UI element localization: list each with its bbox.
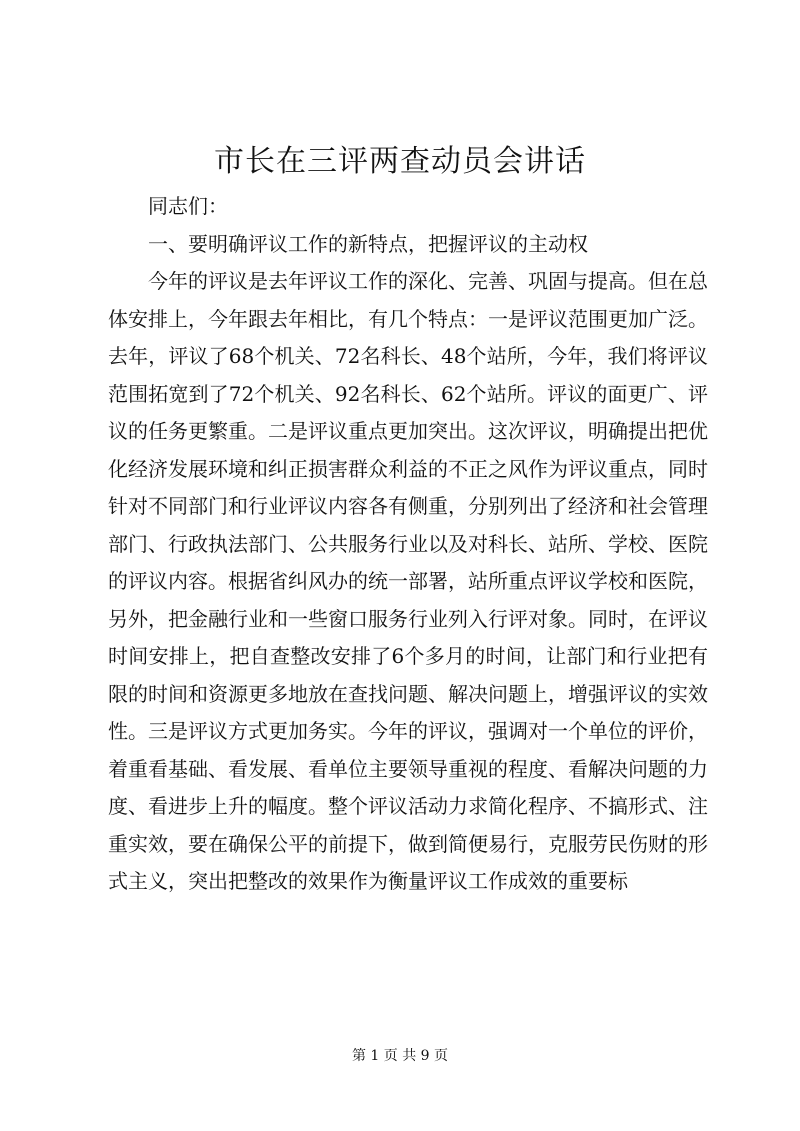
salutation: 同志们： — [148, 194, 228, 218]
document-title: 市长在三评两查动员会讲话 — [214, 144, 586, 179]
document-body — [108, 188, 708, 901]
body-paragraph: 今年的评议是去年评议工作的深化、完善、巩固与提高。但在总体安排上，今年跟去年相比，有几个特点：一是评议范围更加广泛。去年，评议了68个机关、72名科长、48个站所，今年，我们将评议范围拓宽到了72个机关、92名科长、62个站所。评议的面更广、评议的任务更繁重。二是评议重点更加突出。这次评议，明确提出把优化经济发展环境和纠正损害群众利益的不正之风作为评议重点，同时针对不同部门和行业评议内容各有侧重，分别列出了经济和社会管理部门、行政执法部门、公共服务行业以及对科长、站所、学校、医院的评议内容。根据省纠风办的统一部署，站所重点评议学校和医院，另外，把金融行业和一些窗口服务行业列入行评对象。同时，在评议时间安排上，把自查整改安排了6个多月的时间，让部门和行业把有限的时间和资源更多地放在查找问题、解决问题上，增强评议的实效性。三是评议方式更加务实。今年的评议，强调对一个单位的评价，着重看基础、看发展、看单位主要领导重视的程度、看解决问题的力度、看进步上升的幅度。整个评议活动力求简化程序、不搞形式、注重实效，要在确保公平的前提下，做到简便易行，克服劳民伤财的形式主义，突出把整改的效果作为衡量评议工作成效的重要标 — [108, 269, 708, 893]
section-heading: 一、要明确评议工作的新特点，把握评议的主动权 — [148, 231, 588, 256]
page-number-footer: 第 1 页 共 9 页 — [351, 1048, 449, 1064]
